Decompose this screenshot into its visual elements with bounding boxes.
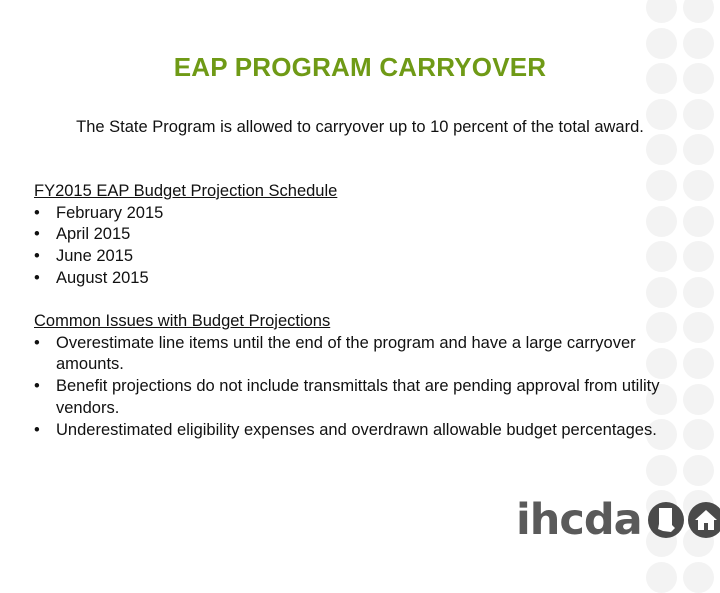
list-item: • June 2015	[34, 246, 674, 268]
dot	[683, 206, 714, 237]
dot	[683, 312, 714, 343]
dot	[683, 384, 714, 415]
issues-heading: Common Issues with Budget Projections	[34, 312, 331, 330]
schedule-list	[34, 203, 674, 290]
list-item: • April 2015	[34, 224, 674, 246]
ihcda-logo	[516, 495, 720, 545]
slide-title: EAP PROGRAM CARRYOVER	[173, 52, 547, 82]
dot	[683, 348, 714, 379]
logo-icons	[648, 502, 720, 538]
dot	[683, 562, 714, 593]
dot	[683, 455, 714, 486]
list-item: • Underestimated eligibility expenses and overdrawn allowable budget percentages.	[34, 420, 674, 442]
dot	[646, 562, 677, 593]
dot	[683, 241, 714, 272]
indiana-state-icon	[648, 502, 684, 538]
dot	[683, 134, 714, 165]
dot	[683, 99, 714, 130]
list-item: • August 2015	[34, 268, 674, 290]
dot	[646, 134, 677, 165]
issues-section	[34, 311, 674, 441]
schedule-section	[34, 181, 674, 290]
logo-wordmark: ihcda	[516, 494, 642, 545]
dot	[646, 455, 677, 486]
issues-list	[34, 333, 674, 442]
dot	[683, 170, 714, 201]
dot	[683, 419, 714, 450]
home-icon	[688, 502, 720, 538]
list-item: • Benefit projections do not include transmittals that are pending approval from utility vendors.	[34, 376, 674, 419]
list-item: • February 2015	[34, 203, 674, 225]
schedule-heading: FY2015 EAP Budget Projection Schedule	[34, 182, 338, 200]
intro-text: The State Program is allowed to carryover up to 10 percent of the total award.	[76, 118, 644, 136]
dot	[683, 0, 714, 23]
dot	[646, 0, 677, 23]
dot	[683, 277, 714, 308]
list-item: • Overestimate line items until the end of the program and have a large carryover amounts.	[34, 333, 674, 376]
